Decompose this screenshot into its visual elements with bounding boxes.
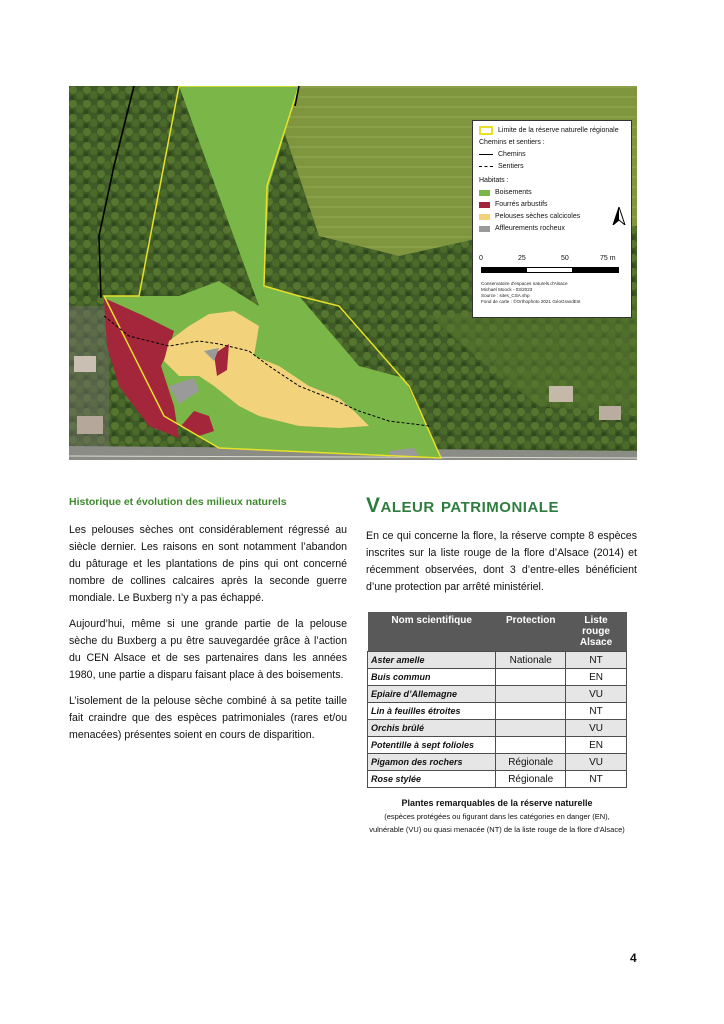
table-row: Aster amelle Nationale NT: [368, 652, 627, 669]
history-heading: Historique et évolution des milieux naturels: [69, 496, 287, 508]
reserve-map: [69, 86, 637, 460]
legend-boundary-label: Limite de la réserve naturelle régionale: [498, 127, 619, 134]
legend-habitat-fourres: Fourrés arbustifs: [479, 201, 548, 208]
north-arrow-icon: [612, 207, 626, 225]
table-row: Pigamon des rochers Régionale VU: [368, 754, 627, 771]
valeur-intro: En ce qui concerne la flore, la réserve compte 8 espèces inscrites sur la liste rouge de la flore d’Alsace (2014) et récemment observées, dont 3 d’entre-elles bénéficient d’une protection par arrêté ministériel.: [366, 530, 637, 593]
history-section: [69, 496, 347, 753]
header-protection: Protection: [496, 612, 566, 652]
table-row: Potentille à sept folioles EN: [368, 737, 627, 754]
valeur-heading: Valeur patrimoniale: [366, 494, 559, 517]
table-row: Rose stylée Régionale NT: [368, 771, 627, 788]
legend-paths-title: Chemins et sentiers :: [479, 139, 545, 146]
sentier-line-symbol: [479, 166, 493, 167]
valeur-section: [366, 494, 637, 836]
header-liste: Liste rouge Alsace: [566, 612, 627, 652]
legend-habitat-boisements: Boisements: [479, 189, 532, 196]
boisements-swatch: [479, 190, 490, 196]
table-row: Orchis brûlé VU: [368, 720, 627, 737]
scale-bar: [481, 267, 619, 273]
table-row: Epiaire d’Allemagne VU: [368, 686, 627, 703]
history-paragraph: Les pelouses sèches ont considérablement régressé au siècle dernier. Les raisons en sont notamment l’abandon du pâturage et les plantations de pins qui ont concerné nombre de collines calcaires après la seconde guerre mondiale. Le Buxberg n’y a pas échappé.: [69, 524, 347, 604]
map-legend: [472, 120, 632, 318]
page-number: 4: [630, 951, 637, 965]
species-table-header: [368, 612, 627, 652]
chemin-line-symbol: [479, 154, 493, 155]
scale-label-25: 25: [518, 255, 526, 262]
pelouses-swatch: [479, 214, 490, 220]
header-nom: Nom scientifique: [368, 612, 496, 652]
history-paragraph: L’isolement de la pelouse sèche combiné à sa petite taille fait craindre que des espèces patrimoniales (rares et/ou menacées) présentes soient en cours de disparition.: [69, 695, 347, 741]
table-row: Lin à feuilles étroites NT: [368, 703, 627, 720]
legend-chemins: Chemins: [479, 151, 526, 158]
legend-habitat-pelouses: Pelouses sèches calcicoles: [479, 213, 580, 220]
legend-boundary: [479, 126, 619, 135]
history-paragraph: Aujourd’hui, même si une grande partie de la pelouse sèche du Buxberg a pu être sauvegardée grâce à l’action du CEN Alsace et de ses partenaires dans les années 1980, une partie a disparu faisant place à des boisements.: [69, 618, 347, 681]
table-caption-body: (espèces protégées ou figurant dans les catégories en danger (EN), vulnérable (VU) ou quasi menacée (NT) de la liste rouge de la flore d’Alsace): [369, 812, 625, 834]
legend-habitats-title: Habitats :: [479, 177, 509, 184]
affleurements-swatch: [479, 226, 490, 232]
map-credits: Conservatoire d'espaces naturels d'Alsace Michaël Moock - 03/2023 Source : sites_CSA.shp Fond de carte : ©Orthophoto 2021 GéoGrandEst: [481, 281, 581, 304]
scale-label-0: 0: [479, 255, 483, 262]
scale-label-50: 50: [561, 255, 569, 262]
species-table: [367, 612, 627, 788]
legend-habitat-affleurements: Affleurements rocheux: [479, 225, 565, 232]
scale-label-75: 75 m: [600, 255, 616, 262]
table-row: Buis commun EN: [368, 669, 627, 686]
table-caption-title: Plantes remarquables de la réserve naturelle: [401, 798, 593, 808]
legend-sentiers: Sentiers: [479, 163, 524, 170]
fourres-swatch: [479, 202, 490, 208]
boundary-swatch: [479, 126, 493, 135]
